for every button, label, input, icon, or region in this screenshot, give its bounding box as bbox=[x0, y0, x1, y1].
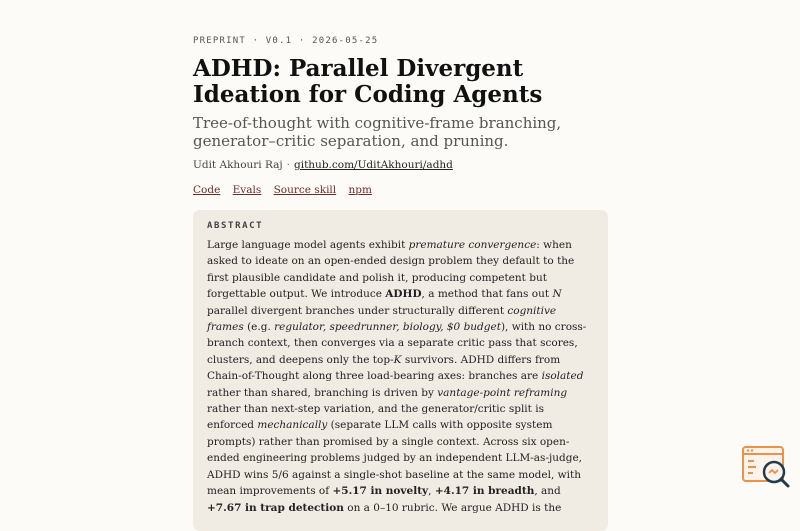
evals-link[interactable]: Evals bbox=[232, 184, 262, 196]
resource-links bbox=[193, 184, 608, 196]
paper-header bbox=[193, 36, 608, 196]
paper-title: ADHD: Parallel Divergent Ideation for Coding Agents bbox=[193, 55, 543, 108]
source-skill-link[interactable]: Source skill bbox=[273, 184, 337, 196]
code-link[interactable]: Code bbox=[193, 184, 221, 196]
search-window-icon[interactable] bbox=[742, 446, 790, 490]
repo-link[interactable]: github.com/UditAkhouri/adhd bbox=[294, 159, 453, 171]
npm-link[interactable]: npm bbox=[348, 184, 372, 196]
paper-subtitle: Tree-of-thought with cognitive-frame branching, generator–critic separation, and pruning. bbox=[193, 114, 562, 150]
abstract-heading: ABSTRACT bbox=[207, 221, 264, 231]
abstract-text: Large language model agents exhibit premature convergence: when asked to ideate on an open-ended design problem they default to the first plausible candidate and polish it, producing competent but forgettable output. We introduce ADHD, a method that fans out N parallel divergent branches under structurally different cognitive frames (e.g. regulator, speedrunner, biology, $0 budget), with no cross-branch context, then converges via a separate critic pass that scores, clusters, and deepens only the top-K survivors. ADHD differs from Chain-of-Thought along three load-bearing axes: branches are isolated rather than shared, branching is driven by vantage-point reframing rather than next-step variation, and the generator/critic split is enforced mechanically (separate LLM calls with opposite system prompts) rather than promised by a single context. Across six open-ended engineering problems judged by an independent LLM-as-judge, ADHD wins 5/6 against a single-shot baseline at the same model, with mean improvements of +5.17 in novelty, +4.17 in breadth, and +7.67 in trap detection on a 0–10 rubric. We argue ADHD is the bbox=[207, 239, 587, 514]
byline-separator: · bbox=[286, 159, 290, 171]
author-name: Udit Akhouri Raj bbox=[193, 159, 283, 171]
abstract-box bbox=[193, 210, 608, 531]
byline bbox=[193, 159, 608, 171]
preprint-meta: PREPRINT · V0.1 · 2026-05-25 bbox=[193, 36, 379, 46]
